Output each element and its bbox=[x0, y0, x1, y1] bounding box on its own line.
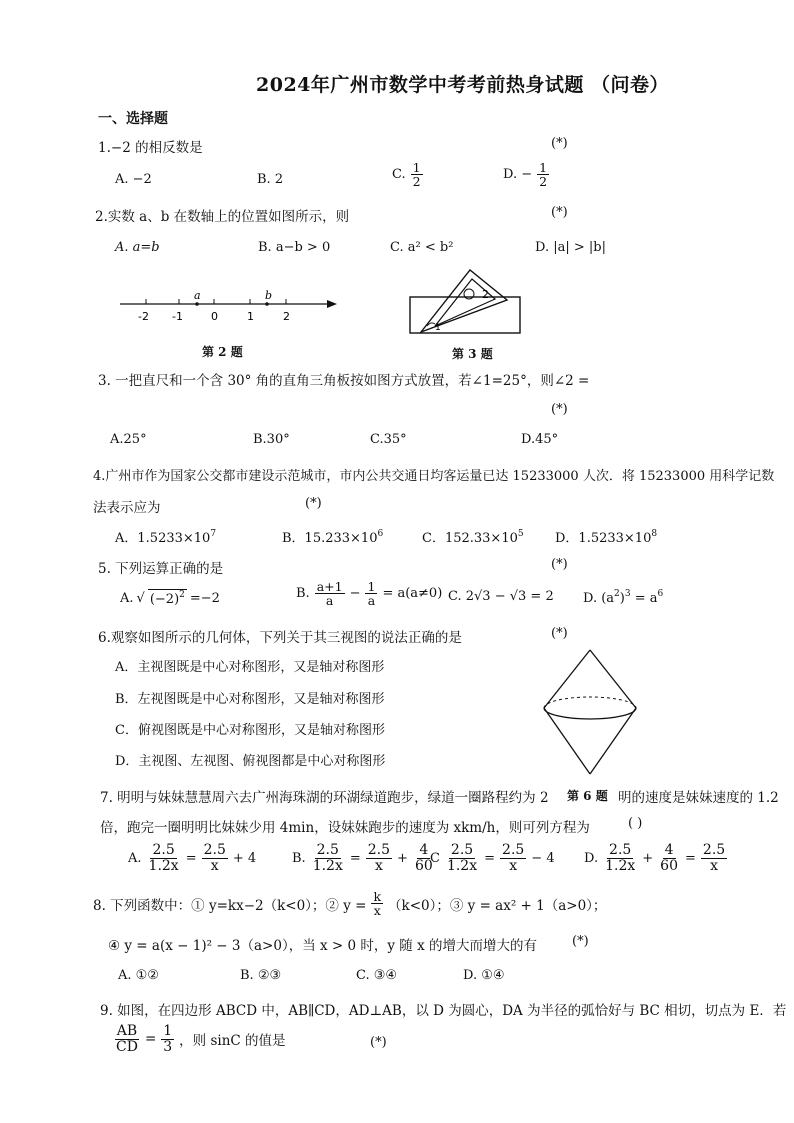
q1-c-den: 2 bbox=[412, 174, 421, 190]
q4-d-exp: 8 bbox=[651, 529, 658, 539]
q7-a-label: A. bbox=[128, 850, 142, 866]
q4-option-b bbox=[282, 527, 383, 546]
q5-a-label: A. bbox=[120, 590, 134, 606]
q5-b-frac1 bbox=[315, 580, 345, 607]
q1-option-a: A. −2 bbox=[115, 172, 152, 187]
q5-d-l: D. (a bbox=[583, 591, 615, 606]
q1-c-num: 1 bbox=[412, 160, 421, 175]
q6-figure-caption: 第 6 题 bbox=[567, 789, 608, 803]
q5-a-inner: (−2) bbox=[149, 592, 180, 607]
q7-a-eq: = bbox=[185, 850, 197, 866]
q6-option-a: A．主视图既是中心对称图形，又是轴对称图形 bbox=[115, 660, 385, 675]
q4-option-c bbox=[422, 527, 524, 546]
q2-figure-caption: 第 2 题 bbox=[202, 345, 243, 359]
q4-d-text: D．1.5233×10 bbox=[555, 531, 652, 546]
q7-b-n2: 2.5 bbox=[367, 842, 391, 858]
q5-b-minus: − bbox=[349, 586, 361, 602]
q8-option-b: B. ②③ bbox=[240, 968, 282, 983]
q7-b-frac2 bbox=[366, 843, 392, 873]
q3-mark: (*) bbox=[551, 402, 568, 417]
tick-label-1: 1 bbox=[247, 310, 254, 323]
q7-d-eq: = bbox=[685, 850, 696, 866]
q7-c-frac2 bbox=[500, 843, 526, 873]
q7-option-c bbox=[430, 843, 555, 873]
q4-stem-line2: 法表示应为 bbox=[93, 500, 161, 516]
q1-mark: (*) bbox=[551, 136, 568, 151]
q7-d-d3: x bbox=[710, 857, 718, 874]
q9-tail: ，则 sinC 的值是 bbox=[179, 1033, 286, 1050]
q1-d-fraction bbox=[537, 161, 549, 188]
q8-k-num: k bbox=[373, 889, 382, 904]
q1-c-fraction bbox=[411, 161, 423, 188]
q8-stem-b: （k<0）；③ y = ax² + 1（a>0）； bbox=[388, 897, 607, 914]
q5-d-m: ) bbox=[619, 591, 625, 606]
q7-d-frac2 bbox=[658, 843, 680, 873]
q5-option-a bbox=[120, 589, 220, 607]
q3-figure-caption: 第 3 题 bbox=[452, 347, 493, 361]
q8-stem-a: 8. 下列函数中：① y=kx−2（k<0）；② y = bbox=[93, 897, 367, 914]
q4-b-exp: 6 bbox=[377, 529, 384, 539]
tick-label-2: 2 bbox=[283, 310, 290, 323]
q7-b-eq: = bbox=[349, 850, 361, 866]
triangle-outer bbox=[421, 270, 507, 332]
q7-d-plus: + bbox=[642, 850, 654, 866]
base-ellipse-front bbox=[544, 708, 636, 719]
q9-eq: = bbox=[144, 1031, 157, 1048]
q7-option-b bbox=[292, 843, 437, 873]
q7-answer-blank: ( ) bbox=[628, 816, 643, 831]
q6-option-c: C．俯视图既是中心对称图形，又是轴对称图形 bbox=[115, 723, 385, 738]
q5-b-label: B. bbox=[296, 586, 310, 602]
tick-label-neg2: -2 bbox=[138, 310, 149, 323]
angle-2-label: 2 bbox=[482, 288, 489, 301]
q7-c-label: C bbox=[430, 850, 440, 866]
point-b-label: b bbox=[265, 289, 273, 302]
number-line-arrow bbox=[327, 300, 337, 308]
q7-c-eq: = bbox=[484, 850, 496, 866]
q5-option-b bbox=[296, 580, 442, 607]
q6-mark: (*) bbox=[551, 626, 568, 641]
q7-stem-b: 明的速度是妹妹速度的 1.2 bbox=[618, 790, 779, 806]
q1-stem: 1.−2 的相反数是 bbox=[98, 140, 203, 156]
q9-ratio-num: AB bbox=[116, 1023, 138, 1039]
q5-b-frac2 bbox=[365, 580, 377, 607]
q7-d-frac1 bbox=[603, 843, 637, 873]
tick-label-0: 0 bbox=[211, 310, 218, 323]
q9-condition bbox=[112, 1024, 286, 1054]
q5-b-d2: a bbox=[367, 593, 376, 609]
q2-stem: 2.实数 a、b 在数轴上的位置如图所示，则 bbox=[95, 209, 350, 225]
q3-option-d: D.45° bbox=[521, 432, 559, 447]
q4-option-a bbox=[115, 527, 216, 546]
q5-d-e2: 3 bbox=[624, 589, 631, 599]
point-a bbox=[195, 302, 199, 306]
q7-b-label: B. bbox=[292, 850, 306, 866]
q1-option-c bbox=[392, 161, 425, 188]
q7-b-d3: 60 bbox=[414, 857, 433, 874]
q5-a-exp: 2 bbox=[179, 590, 185, 600]
q3-option-b: B.30° bbox=[253, 432, 290, 447]
q7-a-frac1 bbox=[147, 843, 181, 873]
q4-c-exp: 5 bbox=[517, 529, 524, 539]
q9-stem: 9. 如图，在四边形 ABCD 中，AB∥CD，AD⊥AB，以 D 为圆心，DA 为半径的弧恰好与 BC 相切，切点为 E．若 bbox=[100, 1003, 787, 1019]
q9-ratio-den: CD bbox=[116, 1038, 138, 1055]
q7-stem-a: 7. 明明与妹妹慧慧周六去广州海珠湖的环湖绿道跑步，绿道一圈路程约为 2 bbox=[100, 790, 549, 806]
q6-option-b: B．左视图既是中心对称图形，又是轴对称图形 bbox=[115, 692, 385, 707]
q5-b-result: = a(a≠0) bbox=[382, 586, 443, 602]
q7-b-d1: 1.2x bbox=[312, 857, 343, 874]
cone-upper-right bbox=[590, 650, 636, 708]
q6-stem: 6.观察如图所示的几何体，下列关于其三视图的说法正确的是 bbox=[98, 630, 462, 646]
sqrt-symbol: √ bbox=[136, 590, 145, 606]
q7-option-d bbox=[584, 843, 729, 873]
q8-mark: (*) bbox=[572, 934, 589, 949]
q7-a-frac2 bbox=[202, 843, 228, 873]
q7-c-rest: − 4 bbox=[531, 850, 555, 866]
q7-d-d2: 60 bbox=[660, 857, 678, 874]
q6-option-d: D．主视图、左视图、俯视图都是中心对称图形 bbox=[115, 754, 386, 769]
q8-option-d: D. ①④ bbox=[463, 968, 505, 983]
q3-option-c: C.35° bbox=[370, 432, 407, 447]
q7-c-d2: x bbox=[509, 857, 518, 874]
q4-stem: 4.广州市作为国家公交都市建设示范城市，市内公共交通日均客运量已达 15233000 人次．将 15233000 用科学记数 bbox=[93, 469, 775, 484]
q5-d-e3: 6 bbox=[657, 589, 664, 599]
q5-stem: 5. 下列运算正确的是 bbox=[98, 561, 224, 577]
tick-label-neg1: -1 bbox=[172, 310, 183, 323]
q7-c-n2: 2.5 bbox=[502, 842, 525, 858]
angle-1-label: 1 bbox=[435, 323, 441, 333]
q5-mark: (*) bbox=[551, 557, 568, 572]
q9-value-num: 1 bbox=[163, 1023, 173, 1039]
q8-k-over-x bbox=[371, 890, 383, 917]
q9-value-den: 3 bbox=[163, 1038, 173, 1055]
q4-mark: (*) bbox=[305, 496, 322, 511]
q8-k-den: x bbox=[373, 903, 381, 919]
q7-b-n1: 2.5 bbox=[316, 842, 339, 858]
q5-option-d bbox=[583, 589, 663, 606]
q8-stem bbox=[93, 890, 606, 917]
q2-option-a: A. a=b bbox=[115, 240, 160, 255]
q5-a-radicand bbox=[148, 589, 187, 607]
q7-a-d1: 1.2x bbox=[148, 857, 179, 874]
q7-a-n2: 2.5 bbox=[203, 842, 226, 858]
point-a-label: a bbox=[194, 289, 201, 302]
q7-d-d1: 1.2x bbox=[605, 857, 636, 874]
q5-d-e1: 2 bbox=[614, 589, 620, 599]
q1-c-label: C. bbox=[392, 167, 406, 183]
double-cone-figure bbox=[540, 648, 640, 778]
q2-mark: (*) bbox=[551, 205, 568, 220]
q2-option-b: B. a−b > 0 bbox=[258, 240, 331, 255]
q7-stem-line2: 倍，跑完一圈明明比妹妹少用 4min，设妹妹跑步的速度为 xkm/h，则可列方程为 bbox=[100, 820, 590, 836]
q3-stem: 3. 一把直尺和一个含 30° 角的直角三角板按如图方式放置，若∠1=25°，则∠2 = bbox=[98, 373, 590, 389]
q7-c-frac1 bbox=[445, 843, 479, 873]
q8-option-c: C. ③④ bbox=[356, 968, 398, 983]
q7-a-n1: 2.5 bbox=[152, 842, 175, 858]
q7-option-a bbox=[128, 843, 256, 873]
q4-a-text: A．1.5233×10 bbox=[115, 531, 211, 546]
section-heading: 一、选择题 bbox=[98, 111, 168, 127]
q4-c-text: C．152.33×10 bbox=[422, 531, 518, 546]
number-line-figure bbox=[115, 288, 340, 328]
q5-b-d1: a bbox=[325, 593, 334, 609]
q1-option-d bbox=[503, 161, 551, 188]
q5-a-result: =−2 bbox=[189, 590, 220, 606]
cone-upper-left bbox=[544, 650, 590, 708]
q5-b-n2: 1 bbox=[367, 579, 376, 594]
q2-option-c: C. a² < b² bbox=[390, 240, 454, 255]
q1-d-den: 2 bbox=[539, 174, 548, 190]
point-b bbox=[265, 302, 269, 306]
q1-option-b: B. 2 bbox=[257, 172, 284, 187]
q9-value bbox=[161, 1024, 174, 1054]
q7-c-n1: 2.5 bbox=[450, 842, 474, 858]
q7-d-frac3 bbox=[701, 843, 727, 873]
q1-d-num: 1 bbox=[539, 160, 548, 175]
q5-b-n1: a+1 bbox=[316, 579, 343, 594]
q4-a-exp: 7 bbox=[210, 529, 217, 539]
q7-b-d2: x bbox=[374, 857, 383, 874]
q7-a-rest: + 4 bbox=[232, 850, 257, 866]
q2-option-d: D. |a| > |b| bbox=[535, 240, 606, 255]
q8-option-a: A. ①② bbox=[118, 968, 159, 983]
q7-b-frac1 bbox=[311, 843, 345, 873]
q7-b-plus: + bbox=[397, 850, 408, 866]
q7-d-label: D. bbox=[584, 850, 599, 866]
q9-mark: (*) bbox=[370, 1035, 387, 1050]
q7-c-d1: 1.2x bbox=[446, 857, 478, 874]
q7-b-n3: 4 bbox=[419, 842, 429, 858]
q7-a-d2: x bbox=[210, 857, 219, 874]
q5-d-r: = a bbox=[630, 591, 658, 606]
ruler-triangle-figure bbox=[405, 266, 525, 346]
base-ellipse-back bbox=[544, 697, 636, 708]
q8-stem-line2: ④ y = a(x − 1)² − 3（a>0），当 x > 0 时，y 随 x 的增大而增大的有 bbox=[108, 938, 537, 954]
q9-ratio bbox=[114, 1024, 140, 1054]
q4-b-text: B．15.233×10 bbox=[282, 531, 378, 546]
q7-d-n3: 2.5 bbox=[702, 842, 726, 858]
q7-d-n1: 2.5 bbox=[609, 842, 632, 858]
q4-option-d bbox=[555, 527, 657, 546]
page-title: 2024年广州市数学中考考前热身试题 （问卷） bbox=[256, 74, 669, 96]
q3-option-a: A.25° bbox=[110, 432, 147, 447]
q7-d-n2: 4 bbox=[664, 842, 674, 858]
q1-d-label: D. − bbox=[503, 167, 533, 183]
q5-option-c: C. 2√3 − √3 = 2 bbox=[448, 589, 554, 604]
